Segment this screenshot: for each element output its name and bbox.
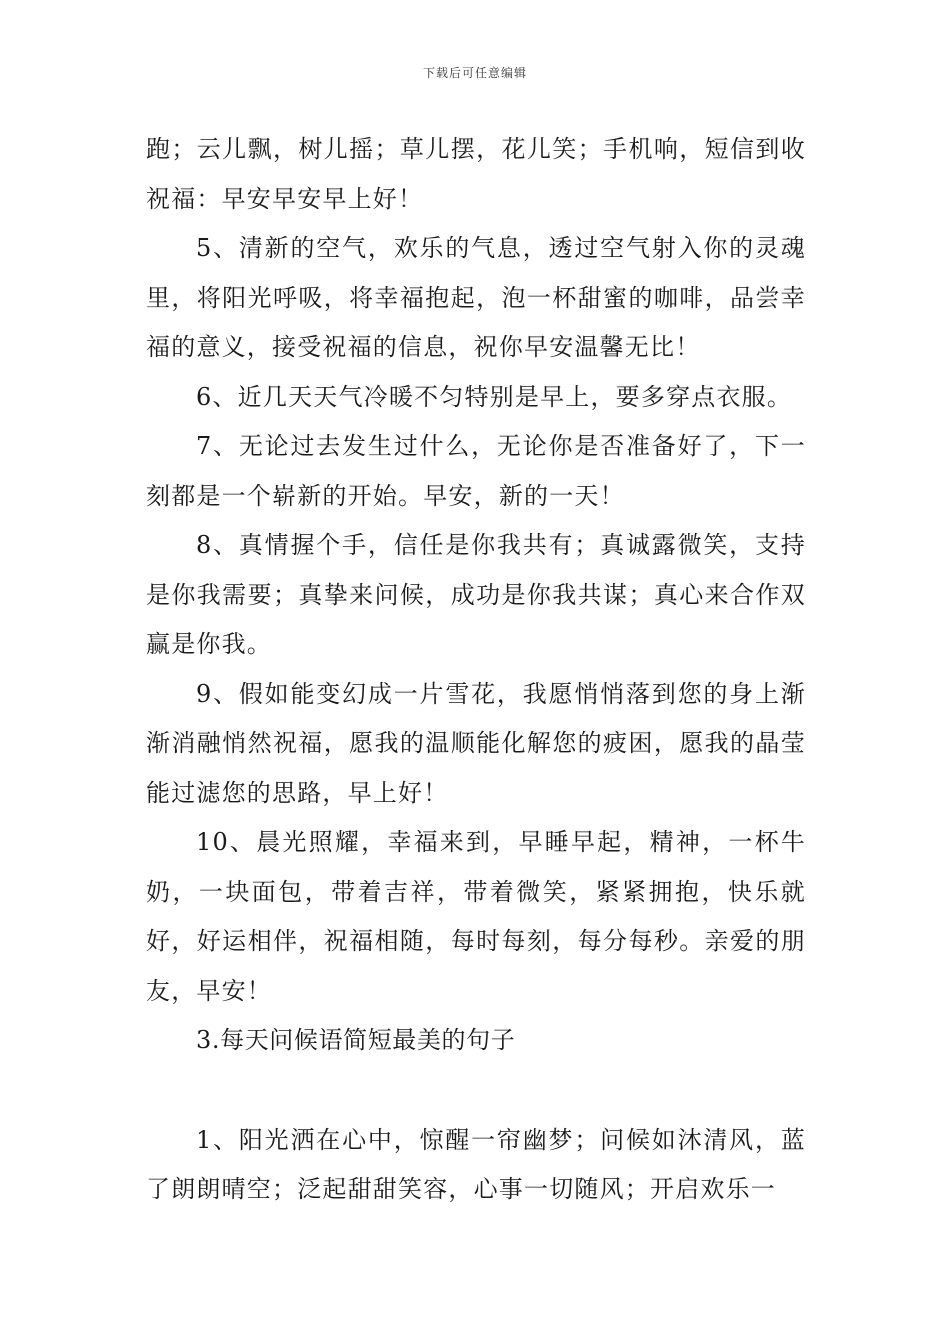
section-spacer — [146, 1066, 806, 1116]
section-heading: 3.每天问候语简短最美的句子 — [196, 1026, 516, 1054]
paragraph-item-5: 5、清新的空气，欢乐的气息，透过空气射入你的灵魂里，将阳光呼吸，将幸福抱起，泡一杯甜蜜的咖啡，品尝幸福的意义，接受祝福的信息，祝你早安温馨无比！ — [146, 234, 806, 361]
page-header: 下载后可任意编辑 — [422, 66, 527, 80]
paragraph-item-8: 8、真情握个手，信任是你我共有；真诚露微笑，支持是你我需要；真挚来问候，成功是你我共谋；真心来合作双赢是你我。 — [146, 531, 806, 658]
section-paragraph-item-1: 1、阳光洒在心中，惊醒一帘幽梦；问候如沐清风，蓝了朗朗晴空；泛起甜甜笑容，心事一切随风；开启欢乐一 — [146, 1125, 806, 1203]
paragraph-continued: 跑；云儿飘，树儿摇；草儿摆，花儿笑；手机响，短信到收祝福：早安早安早上好！ — [146, 135, 806, 213]
paragraph-item-6: 6、近几天天气冷暖不匀特别是早上，要多穿点衣服。 — [196, 382, 793, 411]
paragraph-item-9: 9、假如能变幻成一片雪花，我愿悄悄落到您的身上渐渐消融悄然祝福，愿我的温顺能化解您的疲困，愿我的晶莹能过滤您的思路，早上好！ — [146, 679, 806, 807]
paragraph-item-7: 7、无论过去发生过什么，无论你是否准备好了，下一刻都是一个崭新的开始。早安，新的一天！ — [146, 432, 806, 510]
document-body — [146, 125, 806, 1215]
paragraph-item-10: 10、晨光照耀，幸福来到，早睡早起，精神，一杯牛奶，一块面包，带着吉祥，带着微笑，紧紧拥抱，快乐就好，好运相伴，祝福相随，每时每刻，每分每秒。亲爱的朋友，早安！ — [146, 828, 806, 1005]
